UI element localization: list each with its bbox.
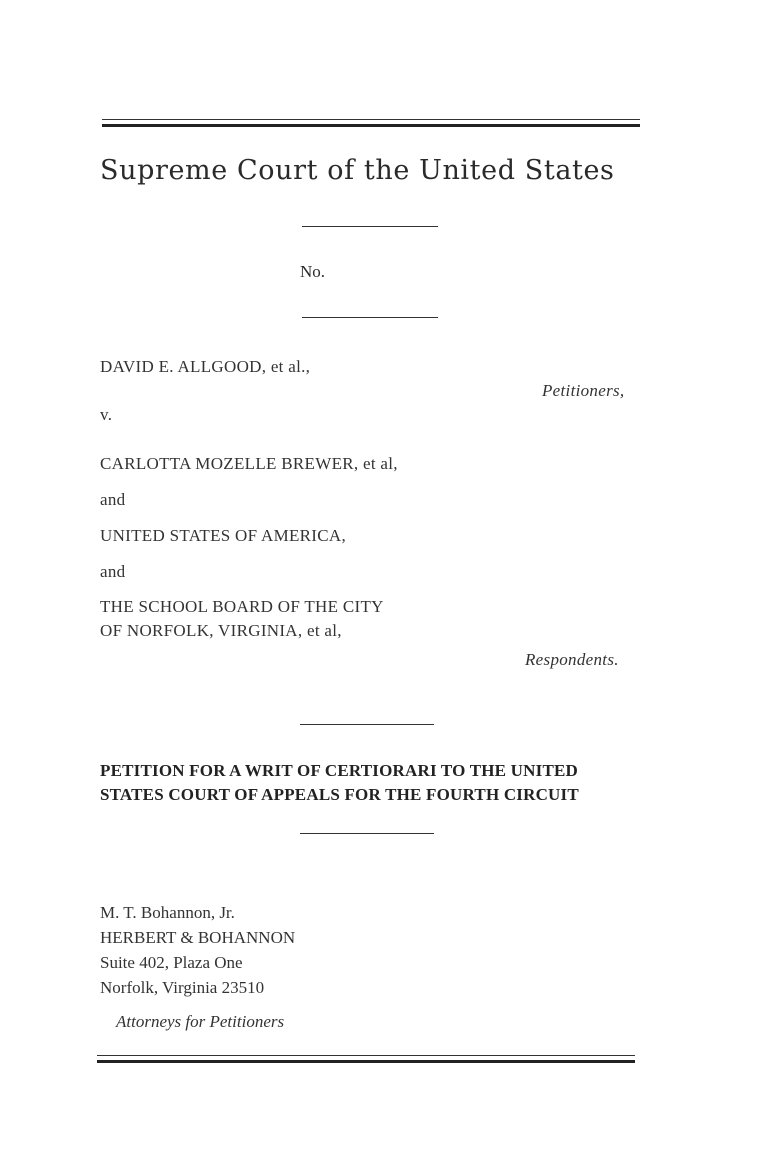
counsel-name: M. T. Bohannon, Jr. [100,903,235,922]
top-rule-thick [102,124,640,127]
versus-label: v. [100,405,113,424]
counsel-role: Attorneys for Petitioners [116,1012,285,1031]
court-title: Supreme Court of the United States [100,155,615,186]
divider-rule-4 [300,833,434,834]
counsel-address-line-2: Norfolk, Virginia 23510 [100,978,265,997]
divider-rule-2 [302,317,438,318]
bottom-rule-thick [97,1060,635,1063]
top-rule-thin [102,119,640,120]
respondent-school-board-line-1: THE SCHOOL BOARD OF THE CITY [100,597,384,616]
petitioner-role: Petitioners, [542,381,625,400]
divider-rule-3 [300,724,434,725]
petition-title-line-1: PETITION FOR A WRIT OF CERTIORARI TO THE UNITED [100,761,578,780]
petition-title-line-2: STATES COURT OF APPEALS FOR THE FOURTH CIRCUIT [100,785,579,804]
respondent-school-board-line-2: OF NORFOLK, VIRGINIA, et al, [100,621,342,640]
counsel-address-line-1: Suite 402, Plaza One [100,953,243,972]
divider-rule-1 [302,226,438,227]
connector-and-2: and [100,562,126,581]
counsel-firm: HERBERT & BOHANNON [100,928,296,947]
bottom-rule-thin [97,1055,635,1056]
docket-number-label: No. [300,262,326,281]
respondent-united-states: UNITED STATES OF AMERICA, [100,526,347,545]
respondent-role: Respondents. [525,650,619,669]
connector-and-1: and [100,490,126,509]
petitioner-name: DAVID E. ALLGOOD, et al., [100,357,311,376]
respondent-brewer: CARLOTTA MOZELLE BREWER, et al, [100,454,398,473]
